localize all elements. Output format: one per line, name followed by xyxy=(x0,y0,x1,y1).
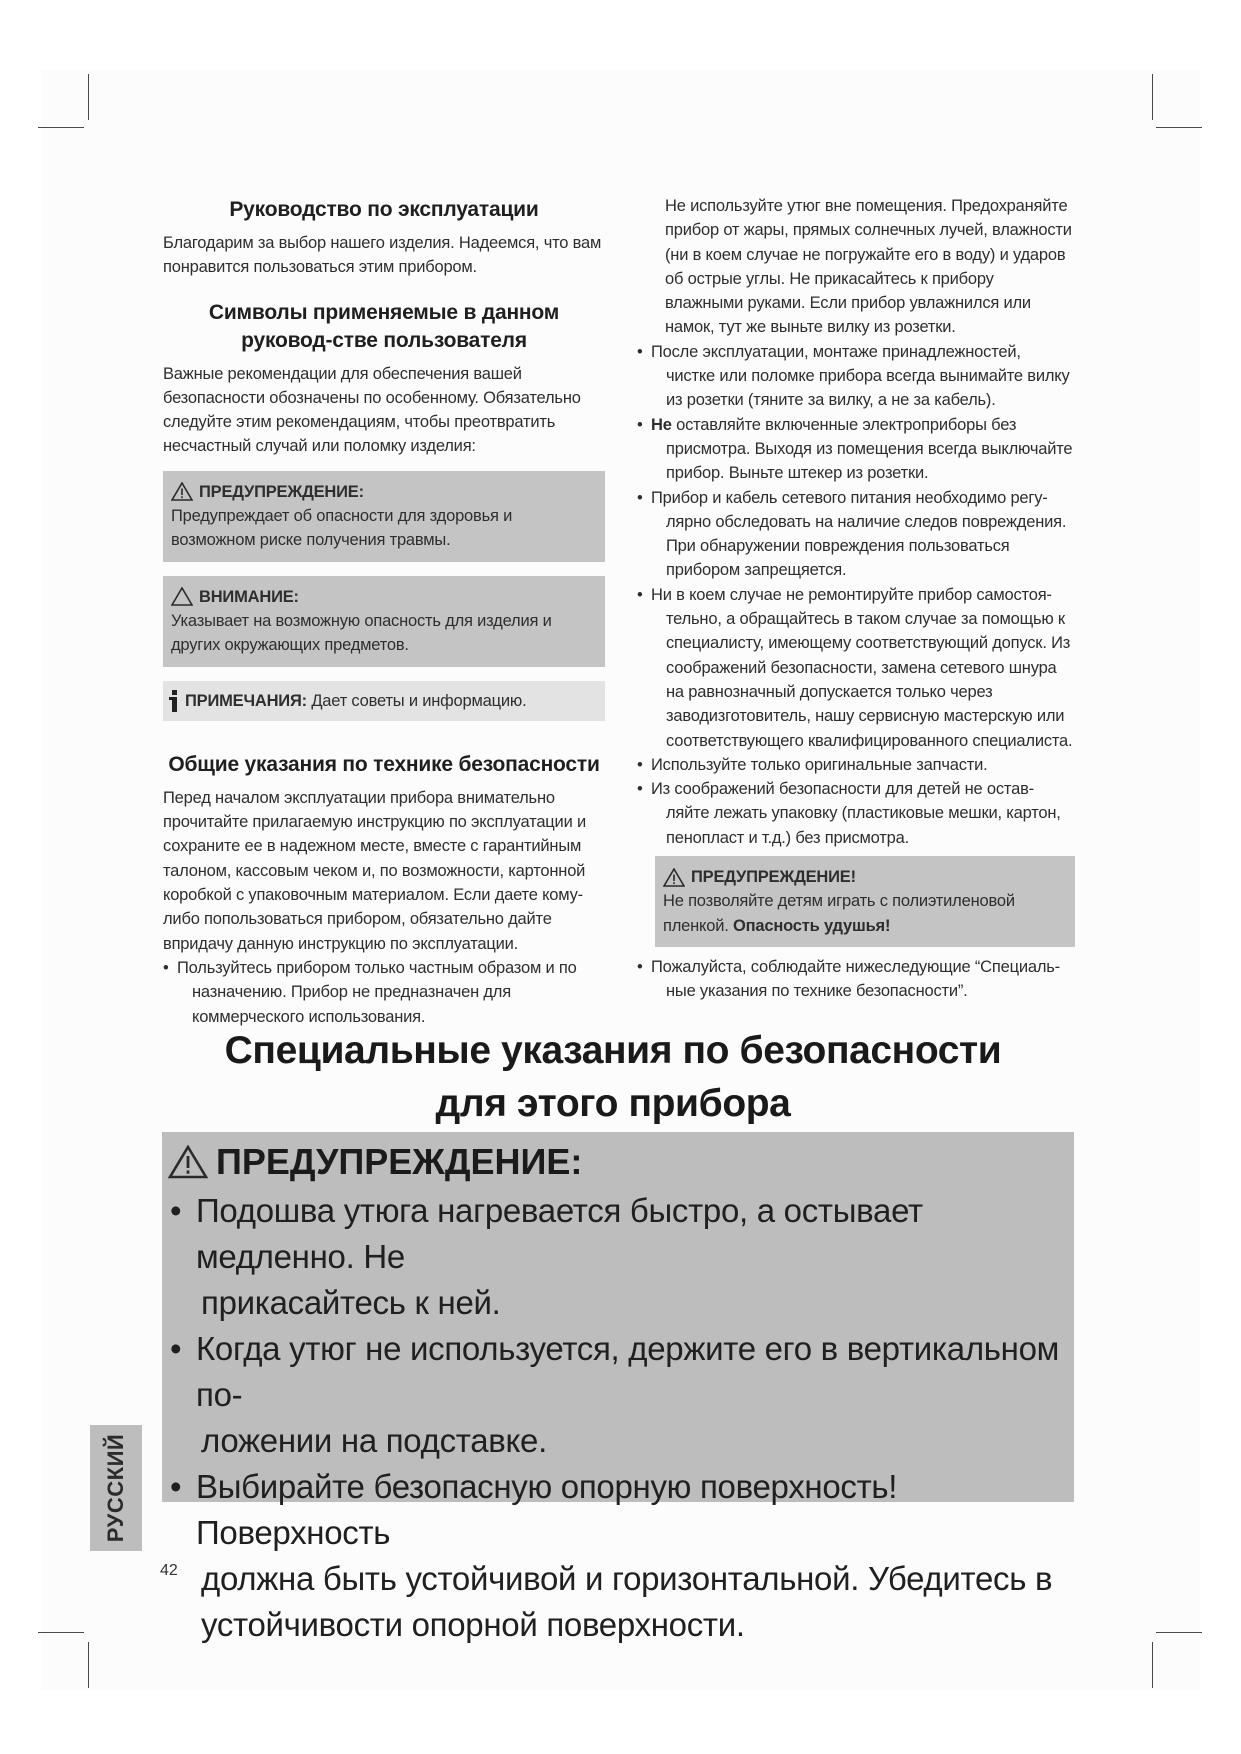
caution-box xyxy=(163,576,605,667)
continued-text: Не используйте утюг вне помещения. Предохраняйте прибор от жары, прямых солнечных лучей, влажности (ни в коем случае не погружайте его в воду) и ударов об острые углы. Не прикасайтесь к прибору влажными руками. Если прибор увлажнился или намок, тут же выньте вилку из розетки. xyxy=(665,197,1072,337)
caution-title: ВНИМАНИЕ: xyxy=(199,587,299,606)
crop-mark xyxy=(88,74,89,120)
list-item: • Пожалуйста, соблюдайте нижеследующие “Специаль- ные указания по технике безопасности”. xyxy=(637,955,1075,1004)
left-column xyxy=(163,196,605,1029)
warning-text: Предупреждает об опасности для здоровья и возможном риске получения травмы. xyxy=(171,507,513,550)
crop-mark xyxy=(38,1632,84,1633)
crop-mark xyxy=(1156,127,1202,128)
child-warning-text: Не позволяйте детям играть с полиэтиленовой пленкой. Опасность удушья! xyxy=(663,892,1015,935)
intro-text: Благодарим за выбор нашего изделия. Надеемся, что вам понравится пользоваться этим прибором. xyxy=(163,234,602,277)
symbols-text: Важные рекомендации для обеспечения вашей безопасности обозначены по особенному. Обязательно следуйте этим рекомендациям, чтобы преотвратить несчастный случай или поломку изделия: xyxy=(163,364,581,456)
crop-mark xyxy=(88,1642,89,1688)
warning-title: ПРЕДУПРЕЖДЕНИЕ: xyxy=(199,482,364,501)
crop-mark xyxy=(1152,74,1153,120)
note-text: Дает советы и информацию. xyxy=(311,691,527,710)
note-box xyxy=(163,681,605,721)
list-item: • Прибор и кабель сетевого питания необходимо регу- лярно обследовать на наличие следов повреждения. При обнаружении повреждения пользоваться прибором запрещяется. xyxy=(637,486,1075,583)
warning-triangle-icon xyxy=(663,868,685,887)
list-item: • Из соображений безопасности для детей не остав- ляйте лежать упаковку (пластиковые мешки, картон, пенопласт и т.д.) без присмотра. xyxy=(637,777,1075,850)
crop-mark xyxy=(1152,1642,1153,1688)
general-bullets xyxy=(163,956,605,1029)
general-safety-text: Перед началом эксплуатации прибора внимательно прочитайте прилагаемую инструкцию по эксплуатации и сохраните ее в надежном месте, вместе с гарантийным талоном, кассовым чеком и, по возможности, картонной коробкой с упаковочным материалом. Если даете кому-либо попользоваться прибором, обязательно дайте впридачу данную инструкцию по эксплуатации. xyxy=(163,788,586,953)
page-number: 42 xyxy=(160,1562,178,1579)
special-warning-title: ПРЕДУПРЕЖДЕНИЕ: xyxy=(216,1141,583,1182)
list-item: • Подошва утюга нагревается быстро, а остывает медленно. Не прикасайтесь к ней. xyxy=(168,1188,1074,1326)
warning-triangle-icon xyxy=(171,482,193,501)
general-safety-title: Общие указания по технике безопасности xyxy=(168,752,600,776)
language-tab xyxy=(90,1425,142,1551)
crop-mark xyxy=(38,127,84,128)
warning-box xyxy=(163,471,605,562)
list-item: • Не оставляйте включенные электроприборы без присмотра. Выходя из помещения всегда выключайте прибор. Выньте штекер из розетки. xyxy=(637,413,1075,486)
warning-triangle-icon xyxy=(168,1145,208,1179)
warning-heading xyxy=(171,480,597,504)
list-item: • Когда утюг не используется, держите его в вертикальном по- ложении на подставке. xyxy=(168,1326,1074,1464)
final-bullets xyxy=(637,955,1075,1004)
special-safety-title: Специальные указания по безопасности для этого прибора xyxy=(224,1029,1002,1125)
safety-bullets xyxy=(637,340,1075,850)
caution-text: Указывает на возможную опасность для изделия и других окружающих предметов. xyxy=(171,611,552,655)
list-item: • Выбирайте безопасную опорную поверхность! Поверхность должна быть устойчивой и горизонтальной. Убедитесь в устойчивости опорной поверхности. xyxy=(168,1464,1074,1648)
child-warning-title: ПРЕДУПРЕЖДЕНИЕ! xyxy=(691,868,856,887)
symbols-title: Символы применяемые в данном руковод-стве пользователя xyxy=(208,300,560,352)
note-title: ПРИМЕЧАНИЯ: xyxy=(185,691,307,710)
crop-mark xyxy=(1156,1632,1202,1633)
manual-title: Руководство по эксплуатации xyxy=(229,198,539,221)
language-label: РУССКИЙ xyxy=(103,1433,128,1543)
list-item: • Ни в коем случае не ремонтируйте прибор самостоя- тельно, а обращайтесь в таком случае за помощью к специалисту, имеющему соответствующий допуск. Из соображений безопасности, замена сетевого шнура на равнозначный допускается только через заводизготовитель, нашу сервисную мастерскую или соответствующего квалифицированного специалиста. xyxy=(637,583,1075,753)
child-warning-heading xyxy=(663,865,1067,889)
list-item: • После эксплуатации, монтаже принадлежностей, чистке или поломке прибора всегда вынимайте вилку из розетки (тяните за вилку, а не за кабель). xyxy=(637,340,1075,413)
list-item: • Пользуйтесь прибором только частным образом и по назначению. Прибор не предназначен для коммерческого использования. xyxy=(163,956,605,1029)
note-line xyxy=(169,689,599,713)
special-warning-heading xyxy=(168,1140,1074,1184)
list-item: • Используйте только оригинальные запчасти. xyxy=(637,753,1075,777)
right-column xyxy=(637,194,1075,1004)
child-warning-box xyxy=(655,856,1075,947)
caution-heading xyxy=(171,585,597,609)
info-icon xyxy=(169,690,179,712)
caution-triangle-icon xyxy=(171,587,193,606)
special-warning-list xyxy=(168,1188,1074,1648)
